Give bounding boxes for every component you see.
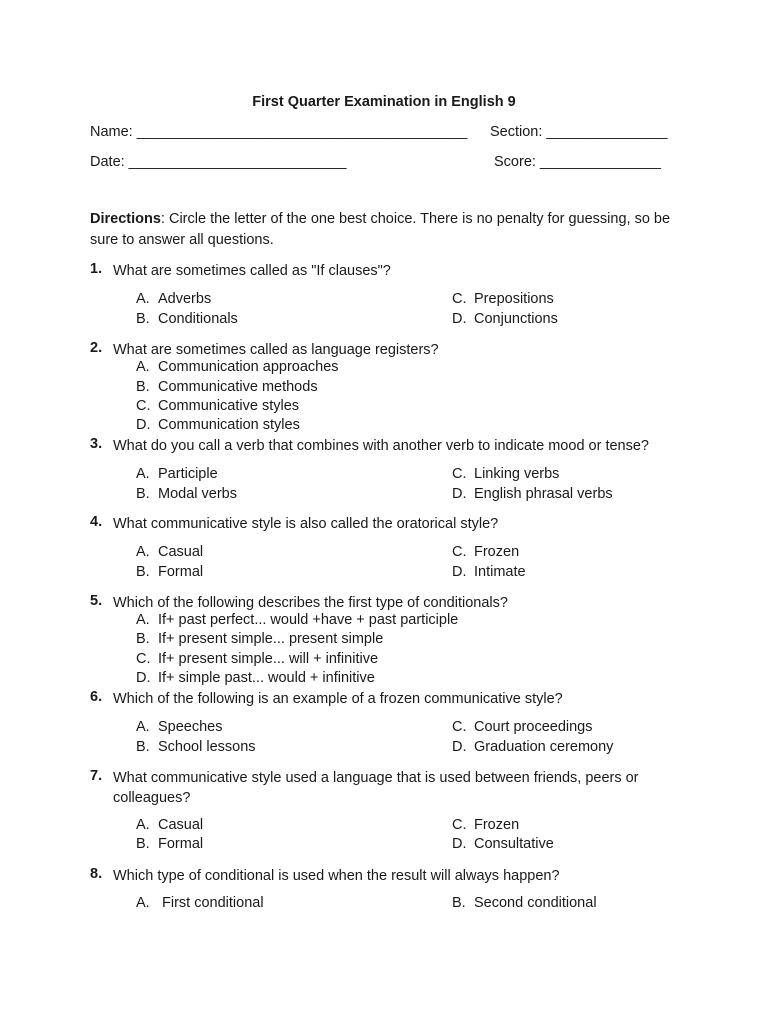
- option-text: Speeches: [158, 719, 223, 735]
- option-text: Communication styles: [158, 417, 300, 433]
- question-number: 6.: [90, 689, 103, 705]
- question-number: 8.: [90, 866, 103, 882]
- option-c[interactable]: [452, 291, 554, 307]
- option-text: Consultative: [474, 836, 554, 852]
- option-text: Formal: [158, 564, 204, 580]
- option-text: English phrasal verbs: [474, 486, 613, 502]
- option-text: Modal verbs: [158, 486, 237, 502]
- section-field: Section: _______________: [490, 124, 668, 140]
- question-number: 5.: [90, 593, 103, 609]
- option-text: Frozen: [474, 544, 520, 560]
- option-b[interactable]: [136, 379, 318, 395]
- option-text: Casual: [158, 817, 204, 833]
- option-letter: C.: [452, 817, 467, 833]
- option-letter: D.: [452, 311, 467, 327]
- question-text: What communicative style is also called the oratorical style?: [113, 516, 499, 532]
- option-letter: B.: [136, 564, 150, 580]
- option-b[interactable]: [452, 895, 597, 911]
- option-letter: A.: [136, 612, 150, 628]
- option-letter: A.: [136, 466, 150, 482]
- option-text: First conditional: [162, 895, 264, 911]
- option-a[interactable]: [136, 895, 264, 911]
- option-b[interactable]: [136, 739, 256, 755]
- option-text: Communicative styles: [158, 398, 300, 414]
- date-field: Date: ___________________________: [90, 154, 347, 170]
- option-c[interactable]: [452, 719, 593, 735]
- question-text: What do you call a verb that combines with another verb to indicate mood or tense?: [113, 438, 649, 454]
- option-a[interactable]: [136, 817, 203, 833]
- option-text: If+ simple past... would + infinitive: [158, 670, 375, 686]
- option-a[interactable]: [136, 612, 458, 628]
- option-letter: C.: [136, 398, 151, 414]
- option-d[interactable]: [452, 836, 554, 852]
- option-text: Prepositions: [474, 291, 554, 307]
- score-field: Score: _______________: [494, 154, 661, 170]
- question-text: Which of the following is an example of a frozen communicative style?: [113, 691, 563, 707]
- question-number: 4.: [90, 514, 103, 530]
- option-letter: A.: [136, 359, 150, 375]
- option-text: Second conditional: [474, 895, 597, 911]
- option-b[interactable]: [136, 836, 203, 852]
- exam-title: First Quarter Examination in English 9: [252, 94, 516, 110]
- option-letter: B.: [452, 895, 466, 911]
- option-d[interactable]: [452, 564, 526, 580]
- option-letter: A.: [136, 719, 150, 735]
- option-text: Court proceedings: [474, 719, 593, 735]
- option-letter: A.: [136, 544, 150, 560]
- option-letter: B.: [136, 379, 150, 395]
- option-letter: D.: [452, 486, 467, 502]
- option-a[interactable]: [136, 291, 211, 307]
- option-b[interactable]: [136, 564, 203, 580]
- option-a[interactable]: [136, 719, 223, 735]
- option-letter: B.: [136, 836, 150, 852]
- option-c[interactable]: [452, 544, 519, 560]
- option-text: Linking verbs: [474, 466, 560, 482]
- option-letter: A.: [136, 817, 150, 833]
- option-letter: B.: [136, 739, 150, 755]
- option-b[interactable]: [136, 311, 238, 327]
- option-letter: C.: [452, 466, 467, 482]
- option-b[interactable]: [136, 631, 383, 647]
- directions-label: Directions: [90, 211, 161, 227]
- option-text: Frozen: [474, 817, 520, 833]
- option-text: If+ present simple... present simple: [158, 631, 384, 647]
- question-number: 2.: [90, 340, 103, 356]
- option-letter: B.: [136, 486, 150, 502]
- directions-text: : Circle the letter of the one best choice. There is no penalty for guessing, so be sure to answer all questions.: [90, 211, 671, 248]
- option-c[interactable]: [136, 651, 378, 667]
- option-c[interactable]: [452, 817, 519, 833]
- option-letter: D.: [136, 670, 151, 686]
- option-text: Conjunctions: [474, 311, 558, 327]
- option-text: School lessons: [158, 739, 256, 755]
- question-number: 3.: [90, 436, 103, 452]
- option-letter: A.: [136, 291, 150, 307]
- option-letter: A.: [136, 895, 150, 911]
- option-text: Participle: [158, 466, 218, 482]
- option-text: Conditionals: [158, 311, 238, 327]
- option-a[interactable]: [136, 359, 339, 375]
- option-text: If+ past perfect... would +have + past participle: [158, 612, 459, 628]
- option-d[interactable]: [452, 311, 558, 327]
- option-letter: C.: [136, 651, 151, 667]
- question-number: 1.: [90, 261, 103, 277]
- option-text: Communication approaches: [158, 359, 339, 375]
- option-b[interactable]: [136, 486, 237, 502]
- question-text: What communicative style used a language that is used between friends, peers or colleagues?: [113, 770, 639, 806]
- option-d[interactable]: [136, 417, 300, 433]
- option-text: Adverbs: [158, 291, 212, 307]
- option-d[interactable]: [136, 670, 375, 686]
- option-c[interactable]: [452, 466, 559, 482]
- question-text: Which type of conditional is used when the result will always happen?: [113, 868, 560, 884]
- name-field: Name: _________________________________________: [90, 124, 468, 140]
- option-letter: B.: [136, 631, 150, 647]
- question-number: 7.: [90, 768, 103, 784]
- option-letter: D.: [452, 836, 467, 852]
- option-letter: D.: [452, 564, 467, 580]
- option-letter: D.: [136, 417, 151, 433]
- question-text: What are sometimes called as "If clauses"?: [113, 263, 391, 279]
- option-a[interactable]: [136, 466, 218, 482]
- option-text: Intimate: [474, 564, 526, 580]
- option-text: Formal: [158, 836, 204, 852]
- option-text: Graduation ceremony: [474, 739, 614, 755]
- option-letter: B.: [136, 311, 150, 327]
- option-letter: D.: [452, 739, 467, 755]
- option-text: Communicative methods: [158, 379, 318, 395]
- option-letter: C.: [452, 291, 467, 307]
- directions: [90, 209, 680, 251]
- option-text: If+ present simple... will + infinitive: [158, 651, 379, 667]
- option-a[interactable]: [136, 544, 203, 560]
- option-d[interactable]: [452, 739, 613, 755]
- option-c[interactable]: [136, 398, 299, 414]
- option-d[interactable]: [452, 486, 613, 502]
- question-text: What are sometimes called as language registers?: [113, 342, 439, 358]
- question-text: Which of the following describes the first type of conditionals?: [113, 595, 508, 611]
- option-text: Casual: [158, 544, 204, 560]
- option-letter: C.: [452, 544, 467, 560]
- option-letter: C.: [452, 719, 467, 735]
